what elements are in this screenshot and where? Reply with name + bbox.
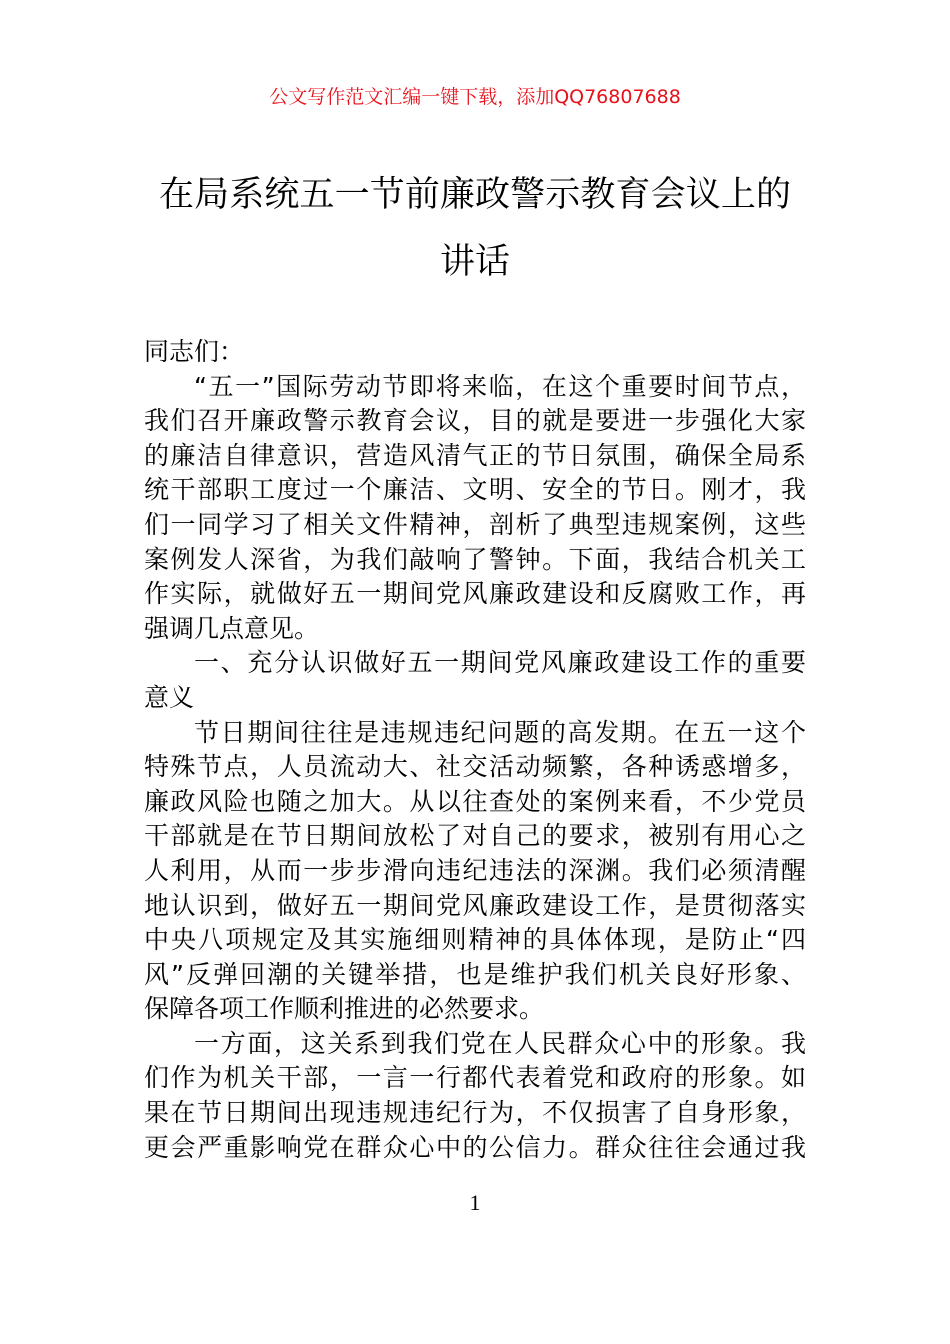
download-notice: 公文写作范文汇编一键下载，添加QQ76807688 [269,86,681,108]
section-heading [144,646,806,715]
text-line: 保障各项工作顺利推进的必然要求。 [144,994,545,1024]
text-line: 果在节日期间出现违规违纪行为，不仅损害了自身形象， [144,1098,806,1128]
text-line: 节日期间往往是违规违纪问题的高发期。在五一这个 [194,717,806,747]
text-line: 人利用，从而一步步滑向违纪违法的深渊。我们必须清醒 [144,855,806,885]
text-line: 干部就是在节日期间放松了对自己的要求，被别有用心之 [144,821,806,851]
text-line: 特殊节点，人员流动大、社交活动频繁，各种诱惑增多， [144,752,806,782]
salutation: 同志们： [144,337,245,366]
paragraph [144,1027,806,1165]
text-line: 案例发人深省，为我们敲响了警钟。下面，我结合机关工 [144,544,806,574]
document-body [144,335,806,1165]
text-line: 更会严重影响党在群众心中的公信力。群众往往会通过我 [144,1132,806,1162]
text-line: “五一”国际劳动节即将来临，在这个重要时间节点， [194,371,806,401]
text-line: 统干部职工度过一个廉洁、文明、安全的节日。刚才，我 [144,475,806,505]
text-line: 意义 [144,682,195,712]
text-line: 风”反弹回潮的关键举措，也是维护我们机关良好形象、 [144,959,806,989]
document-title-line-2: 讲话 [439,242,510,282]
text-line: 们一同学习了相关文件精神，剖析了典型违规案例，这些 [144,509,806,539]
text-line: 中央八项规定及其实施细则精神的具体体现，是防止“四 [144,925,806,955]
paragraph [144,370,806,647]
text-line: 作实际，就做好五一期间党风廉政建设和反腐败工作，再 [144,579,806,609]
text-line: 强调几点意见。 [144,613,320,643]
page-number: 1 [469,1190,481,1215]
document-title-line-1: 在局系统五一节前廉政警示教育会议上的 [159,175,791,215]
text-line: 一方面，这关系到我们党在人民群众心中的形象。我 [194,1028,806,1058]
text-line: 廉政风险也随之加大。从以往查处的案例来看，不少党员 [144,786,806,816]
text-line: 我们召开廉政警示教育会议，目的就是要进一步强化大家 [144,406,806,436]
text-line: 的廉洁自律意识，营造风清气正的节日氛围，确保全局系 [144,440,806,470]
text-line: 们作为机关干部，一言一行都代表着党和政府的形象。如 [144,1063,806,1093]
text-line: 地认识到，做好五一期间党风廉政建设工作，是贯彻落实 [144,890,806,920]
paragraph [144,716,806,1027]
text-line: 一、充分认识做好五一期间党风廉政建设工作的重要 [194,648,806,678]
